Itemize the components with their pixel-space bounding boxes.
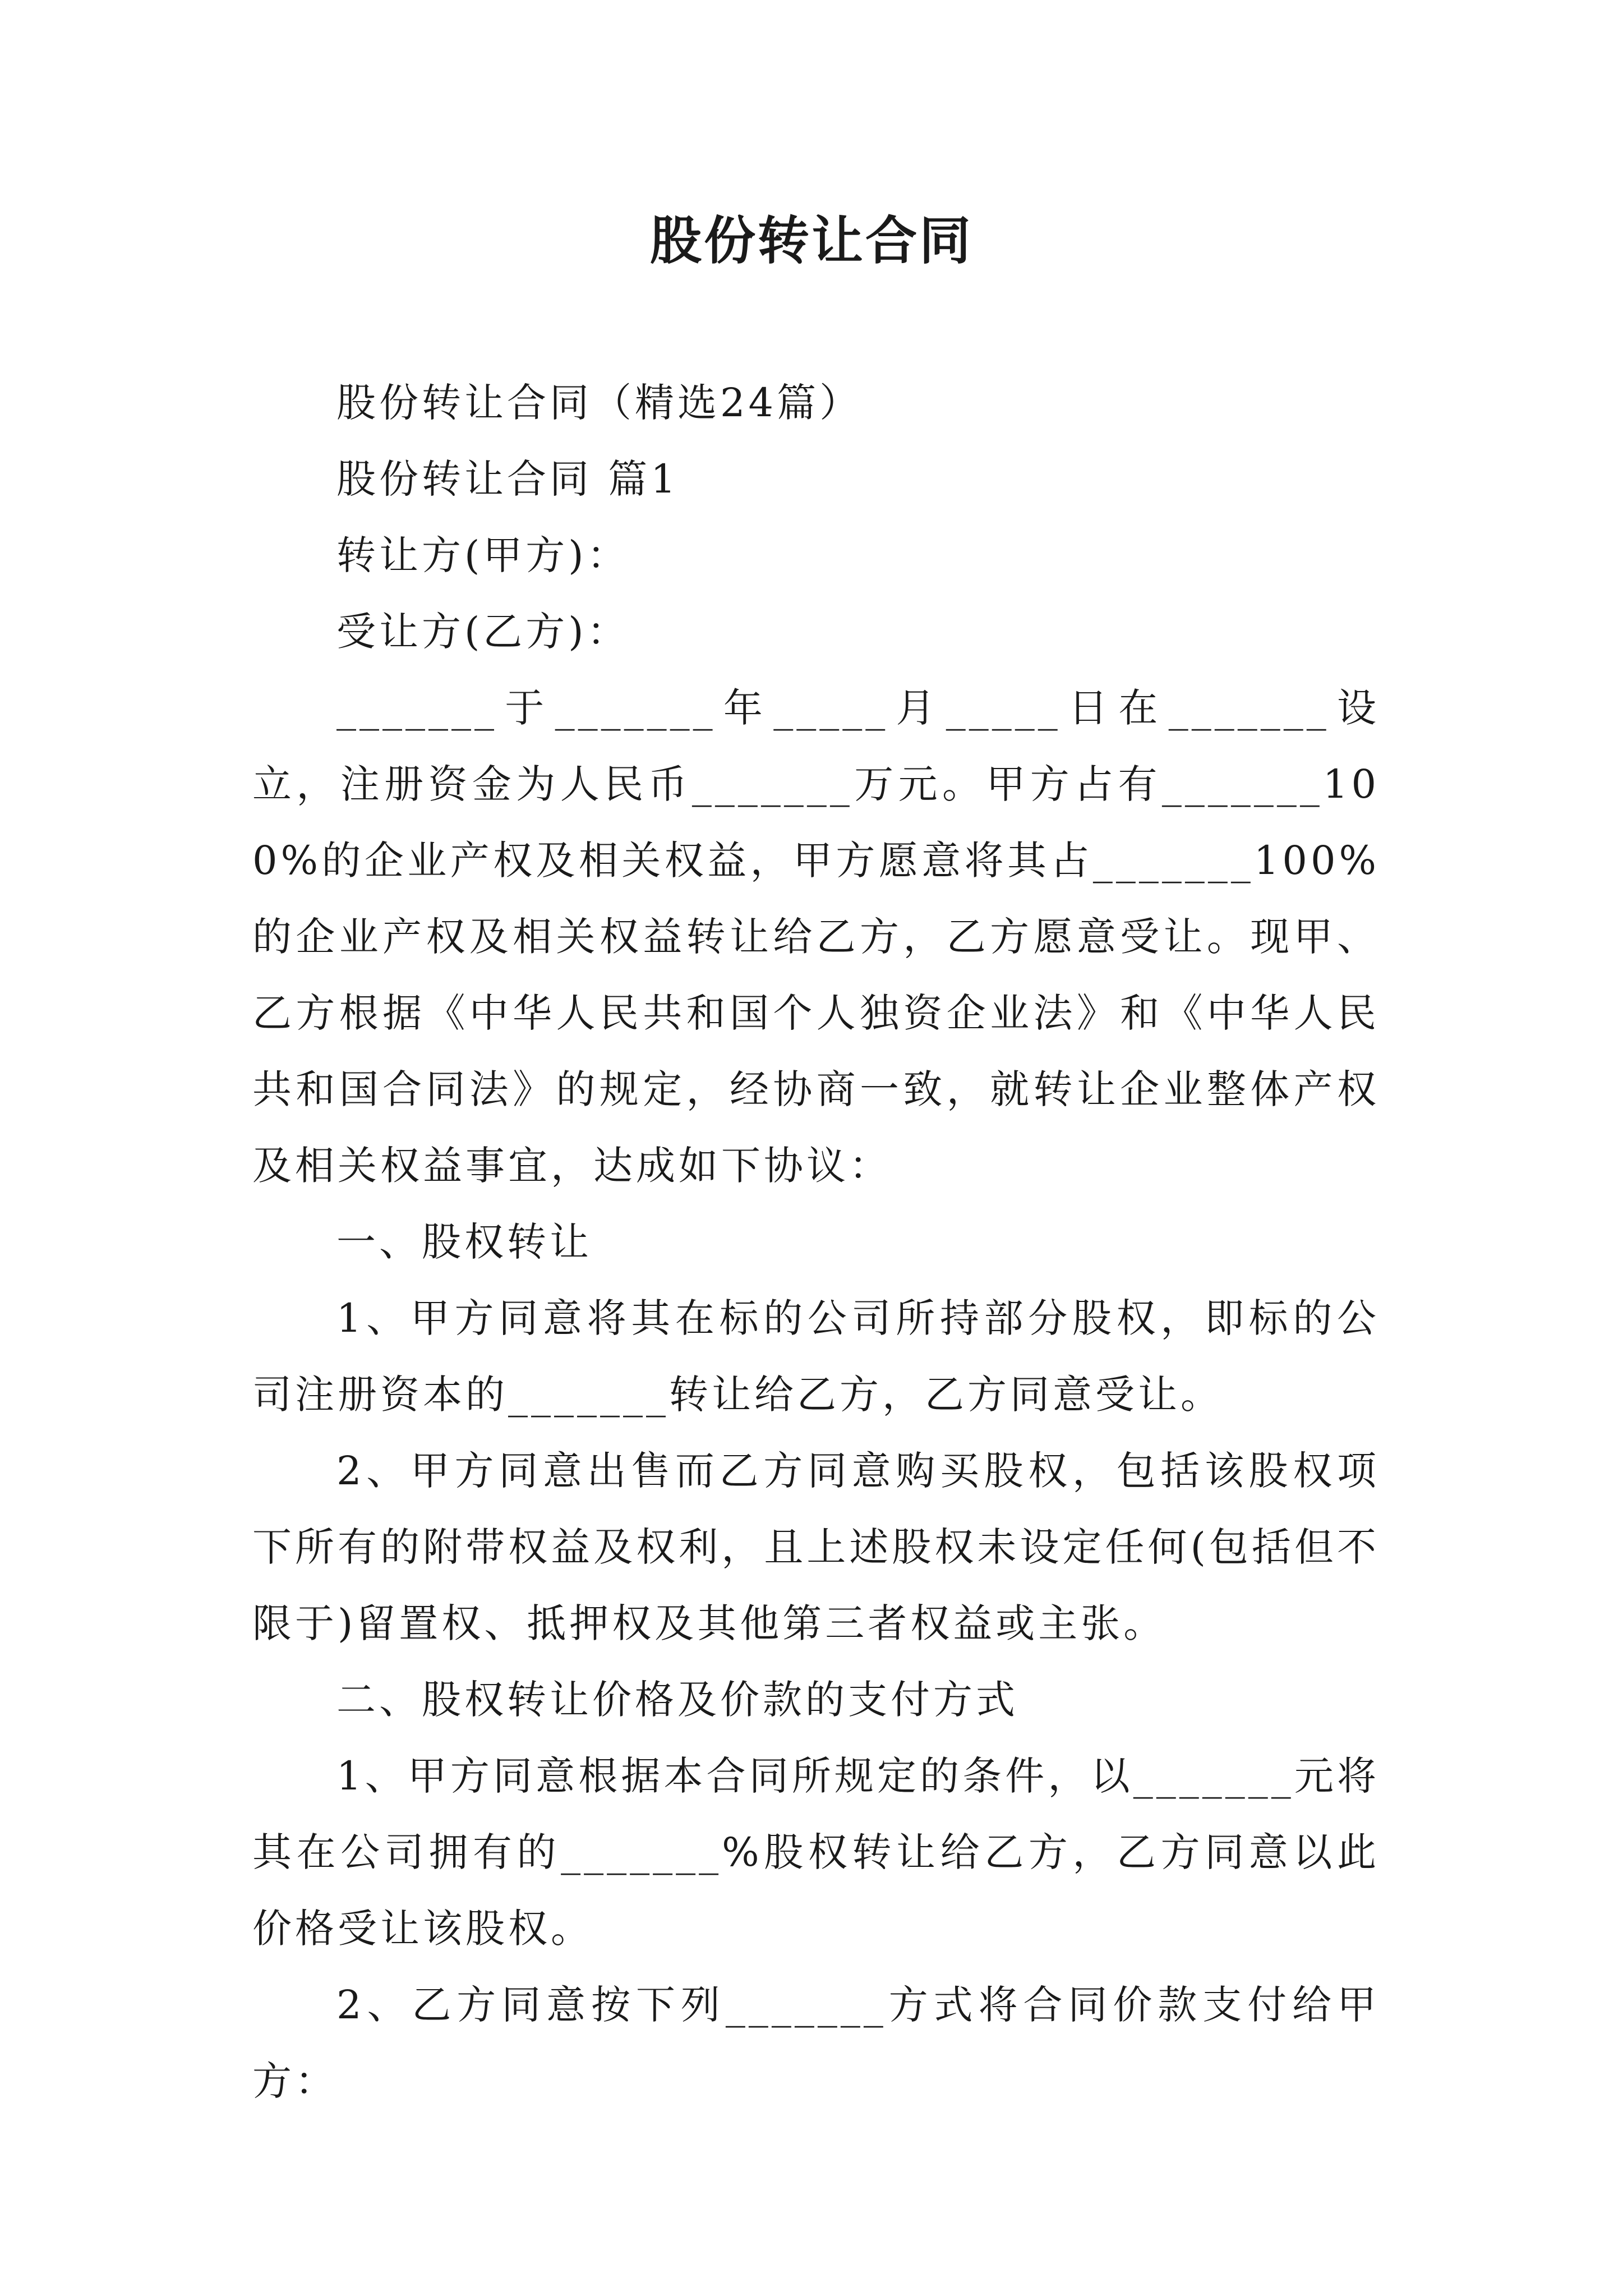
- paragraph-preamble: _______于_______年_____月_____日在_______设立，注册资金为人民币_______万元。甲方占有_______100%的企业产权及相关权益，甲方愿意将其占_______100%的企业产权及相关权益转让给乙方，乙方愿意受让。现甲、乙方根据《中华人民共和国个人独资企业法》和《中华人民共和国合同法》的规定，经协商一致，就转让企业整体产权及相关权益事宜，达成如下协议：: [252, 685, 1380, 1189]
- paragraph-heading-2: 二、股权转让价格及价款的支付方式: [336, 1677, 1018, 1723]
- paragraph-clause-1-2: 2、甲方同意出售而乙方同意购买股权，包括该股权项下所有的附带权益及权利，且上述股权未设定任何(包括但不限于)留置权、抵押权及其他第三者权益或主张。: [252, 1448, 1380, 1646]
- paragraph-subtitle: 股份转让合同（精选24篇）: [336, 380, 863, 426]
- paragraph-heading-1: 一、股权转让: [336, 1219, 592, 1265]
- paragraph-clause-2-2: 2、乙方同意按下列_______方式将合同价款支付给甲方：: [252, 1982, 1380, 2104]
- paragraph-clause-2-1: 1、甲方同意根据本合同所规定的条件，以_______元将其在公司拥有的_______%股权转让给乙方，乙方同意以此价格受让该股权。: [252, 1753, 1380, 1952]
- paragraph-transferor: 转让方(甲方)：: [336, 532, 630, 578]
- document-body: [252, 365, 1380, 2119]
- paragraph-clause-1-1: 1、甲方同意将其在标的公司所持部分股权，即标的公司注册资本的_______转让给乙方，乙方同意受让。: [252, 1295, 1380, 1418]
- document-title: 股份转让合同: [649, 211, 973, 271]
- paragraph-section-heading: 股份转让合同 篇1: [336, 456, 679, 502]
- paragraph-transferee: 受让方(乙方)：: [336, 609, 630, 655]
